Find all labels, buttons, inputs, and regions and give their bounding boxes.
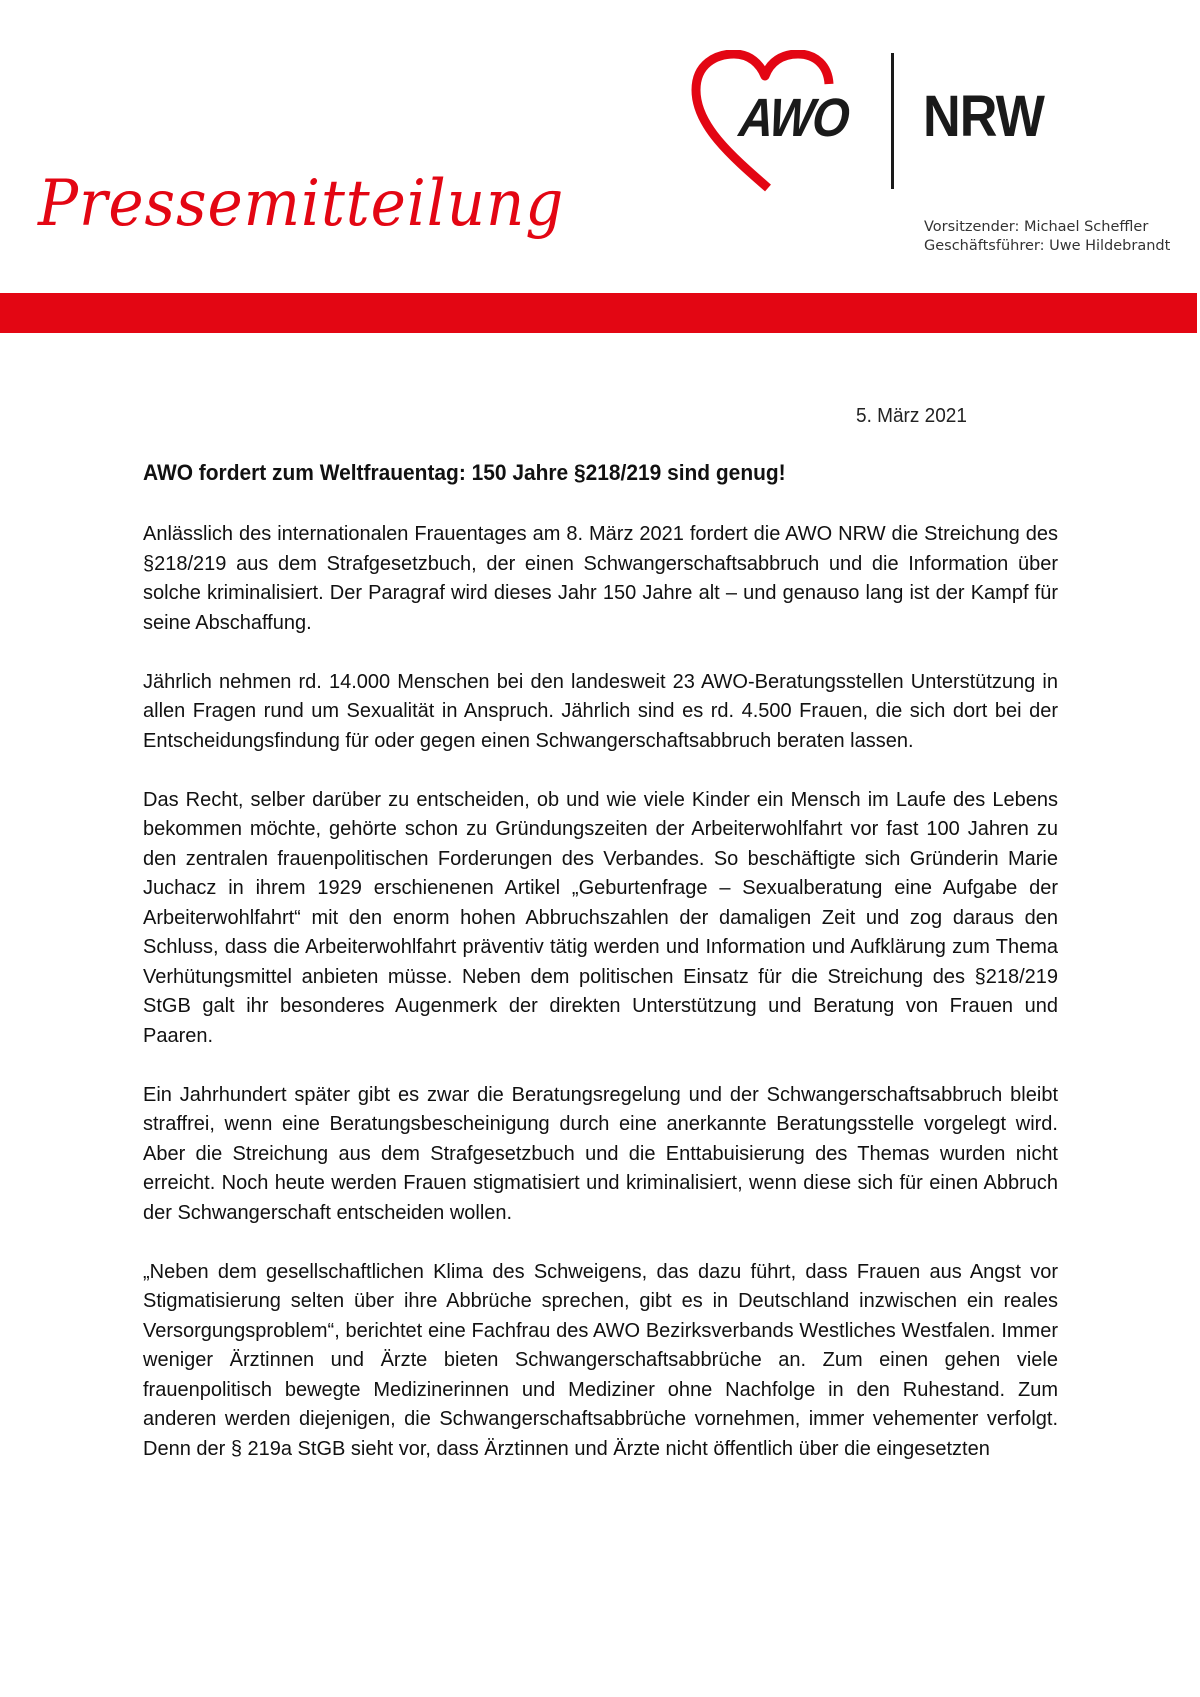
- header-red-bar: [0, 293, 1197, 333]
- paragraph: Ein Jahrhundert später gibt es zwar die Beratungsregelung und der Schwangerschaftsabbruch bleibt straffrei, wenn eine Beratungsbescheinigung durch eine anerkannte Beratungsstelle vorgelegt wird. Aber die Streichung aus dem Strafgesetzbuch und die Enttabuisierung des Themas wurden nicht erreicht. Noch heute werden Frauen stigmatisiert und kriminalisiert, wenn diese sich für einen Abbruch der Schwangerschaft entscheiden wollen.: [143, 1083, 1058, 1224]
- paragraph: Anlässlich des internationalen Frauentages am 8. März 2021 fordert die AWO NRW die Streichung des §218/219 aus dem Strafgesetzbuch, der einen Schwangerschaftsabbruch und die Information über solche kriminalisiert. Der Paragraf wird dieses Jahr 150 Jahre alt – und genauso lang ist der Kampf für seine Abschaffung.: [143, 523, 1058, 634]
- nrw-logo-text: NRW: [923, 84, 1045, 149]
- paragraph: Jährlich nehmen rd. 14.000 Menschen bei den landesweit 23 AWO-Beratungsstellen Unterstützung in allen Fragen rund um Sexualität in Anspruch. Jährlich sind es rd. 4.500 Frauen, die sich dort bei der Entscheidungsfindung für oder gegen einen Schwangerschaftsabbruch beraten lassen.: [143, 670, 1058, 752]
- document-type-title: Pressemitteilung: [38, 167, 565, 241]
- document-date: 5. März 2021: [856, 405, 967, 427]
- awo-logo-text: AWO: [736, 88, 851, 148]
- managing-director-line: Geschäftsführer: Uwe Hildebrandt: [924, 238, 1171, 254]
- headline: AWO fordert zum Weltfrauentag: 150 Jahre §218/219 sind genug!: [143, 460, 786, 485]
- logo-divider: [891, 53, 894, 189]
- body-text: [143, 520, 1058, 1494]
- paragraph: „Neben dem gesellschaftlichen Klima des Schweigens, das dazu führt, dass Frauen aus Angst vor Stigmatisierung selten über ihre Abbrüche sprechen, gibt es in Deutschland inzwischen ein reales Versorgungsproblem“, berichtet eine Fachfrau des AWO Bezirksverbands Westliches Westfalen. Immer weniger Ärztinnen und Ärzte bieten Schwangerschaftsabbrüche an. Zum einen gehen viele frauenpolitisch bewegte Medizinerinnen und Mediziner ohne Nachfolge in den Ruhestand. Zum anderen werden diejenigen, die Schwangerschaftsabbrüche vornehmen, immer vehementer verfolgt. Denn der § 219a StGB sieht vor, dass Ärztinnen und Ärzte nicht öffentlich über die eingesetzten: [143, 1260, 1058, 1460]
- chairman-line: Vorsitzender: Michael Scheffler: [924, 219, 1149, 235]
- paragraph: Das Recht, selber darüber zu entscheiden, ob und wie viele Kinder ein Mensch im Laufe des Lebens bekommen möchte, gehörte schon zu Gründungszeiten der Arbeiterwohlfahrt vor fast 100 Jahren zu den zentralen frauenpolitischen Forderungen des Verbandes. So beschäftigte sich Gründerin Marie Juchacz in ihrem 1929 erschienenen Artikel „Geburtenfrage – Sexualberatung eine Aufgabe der Arbeiterwohlfahrt“ mit den enorm hohen Abbruchszahlen der damaligen Zeit und zog daraus den Schluss, dass die Arbeiterwohlfahrt präventiv tätig werden und Information und Aufklärung zum Thema Verhütungsmittel anbieten müsse. Neben dem politischen Einsatz für die Streichung des §218/219 StGB galt ihr besonderes Augenmerk der direkten Unterstützung und Beratung von Frauen und Paaren.: [143, 788, 1058, 1047]
- officers-block: [924, 218, 1170, 256]
